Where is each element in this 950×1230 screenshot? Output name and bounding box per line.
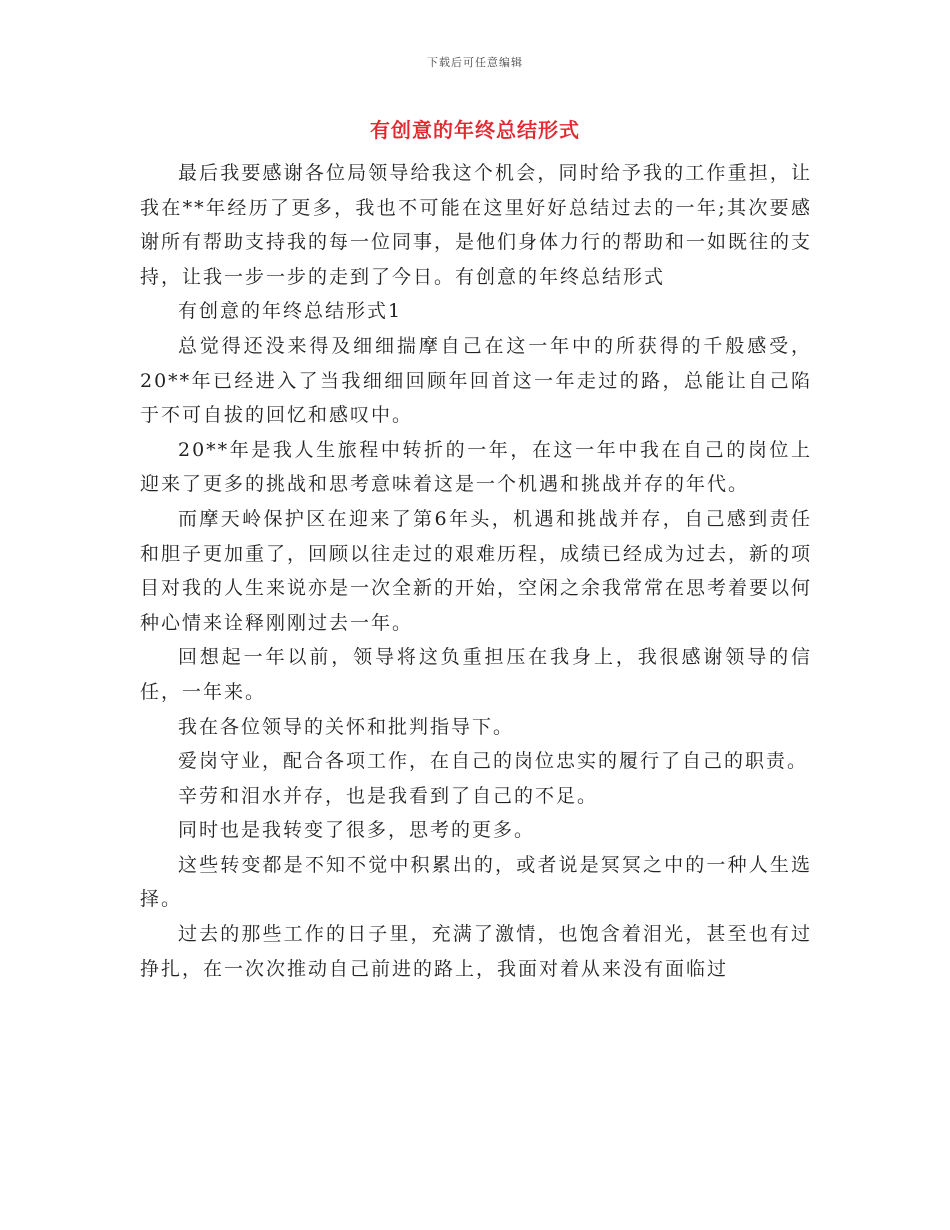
document-title: 有创意的年终总结形式: [370, 118, 580, 142]
header-note: 下载后可任意编辑: [427, 56, 523, 69]
paragraph: 辛劳和泪水并存，也是我看到了自己的不足。: [178, 784, 599, 807]
paragraph: 爱岗守业，配合各项工作，在自己的岗位忠实的履行了自己的职责。: [178, 750, 809, 773]
paragraph: 我在各位领导的关怀和批判指导下。: [178, 715, 515, 738]
paragraph: 这些转变都是不知不觉中积累出的，或者说是冥冥之中的一种人生选择。: [140, 853, 812, 911]
paragraph: 同时也是我转变了很多，思考的更多。: [178, 819, 536, 842]
paragraph: 最后我要感谢各位局领导给我这个机会，同时给予我的工作重担，让我在**年经历了更多，我也不可能在这里好好总结过去的一年;其次要感谢所有帮助支持我的每一位同事，是他们身体力行的帮助和一如既往的支持，让我一步一步的走到了今日。有创意的年终总结形式: [140, 162, 813, 288]
paragraph: 而摩天岭保护区在迎来了第6年头，机遇和挑战并存，自己感到责任和胆子更加重了，回顾以往走过的艰难历程，成绩已经成为过去，新的项目对我的人生来说亦是一次全新的开始，空闲之余我常常在思考着要以何种心情来诠释刚刚过去一年。: [140, 507, 813, 634]
document-body: [140, 156, 812, 986]
paragraph: 过去的那些工作的日子里，充满了激情，也饱含着泪光，甚至也有过挣扎，在一次次推动自己前进的路上，我面对着从来没有面临过: [140, 923, 812, 980]
paragraph: 总觉得还没来得及细细揣摩自己在这一年中的所获得的千般感受，20**年已经进入了当我细细回顾年回首这一年走过的路，总能让自己陷于不可自拔的回忆和感叹中。: [140, 334, 812, 427]
paragraph: 20**年是我人生旅程中转折的一年，在这一年中我在自己的岗位上迎来了更多的挑战和思考意味着这是一个机遇和挑战并存的年代。: [140, 438, 812, 496]
section-heading: 有创意的年终总结形式1: [178, 300, 403, 323]
paragraph: 回想起一年以前，领导将这负重担压在我身上，我很感谢领导的信任，一年来。: [140, 646, 812, 703]
